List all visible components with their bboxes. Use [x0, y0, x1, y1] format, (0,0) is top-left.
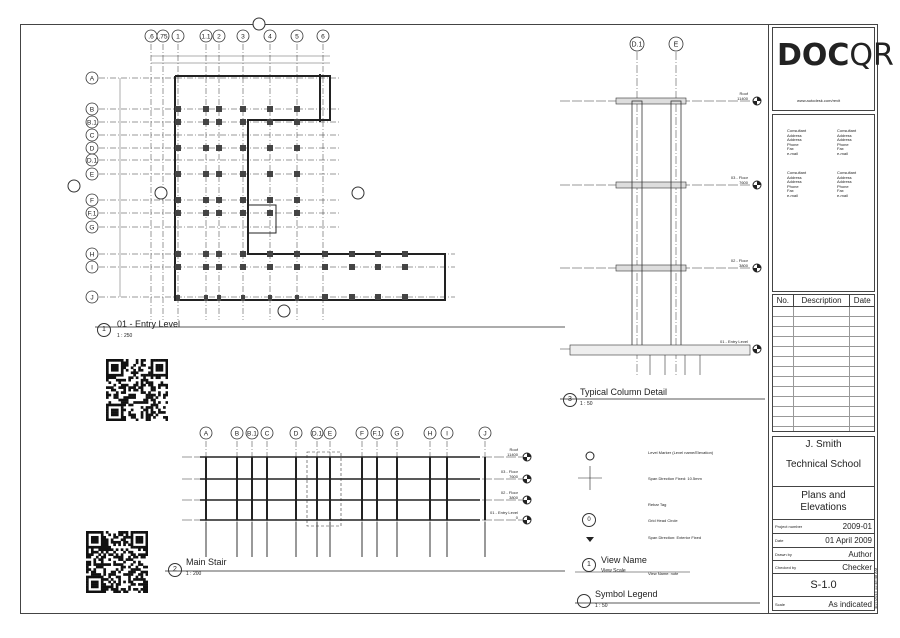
logo-box — [772, 27, 894, 111]
grid-label: G — [89, 224, 95, 232]
legend-view-scale-sample: View Scale — [601, 568, 626, 574]
revision-row — [773, 347, 874, 357]
column — [175, 119, 181, 125]
column — [240, 106, 246, 112]
grid-label: F.1 — [372, 430, 382, 438]
stair-core — [248, 205, 276, 233]
consultant-4 — [837, 171, 856, 199]
column — [267, 197, 273, 203]
column — [175, 106, 181, 112]
grid-label: D — [293, 430, 299, 438]
grid-label: E — [327, 430, 333, 438]
consultant-line: Address — [837, 179, 852, 185]
grid-label: F — [359, 430, 365, 438]
column — [294, 171, 300, 177]
column — [402, 264, 408, 270]
grid-label: D.1 — [86, 157, 98, 165]
column — [175, 264, 181, 270]
column — [268, 295, 272, 301]
column — [216, 210, 222, 216]
consultant-3 — [787, 171, 806, 199]
column — [322, 264, 328, 270]
revision-row — [773, 407, 874, 417]
column — [349, 264, 355, 270]
column — [240, 251, 246, 257]
consultant-line: Consultant — [837, 170, 857, 175]
revision-row — [773, 367, 874, 377]
grid-label: D — [89, 145, 95, 153]
docqr-logo: DOCQR — [777, 38, 894, 73]
grid-label: C — [89, 132, 95, 140]
grid-label: F.1 — [87, 210, 97, 218]
grid-label: F — [89, 197, 95, 205]
column — [217, 295, 221, 301]
rev-header-no: No. — [773, 295, 794, 306]
column — [240, 210, 246, 216]
date-label: Date — [775, 538, 784, 543]
consultant-line: Phone — [837, 183, 849, 189]
legend-item-rebar: Rebar Tag — [648, 502, 667, 507]
level-name: 03 - Floor — [730, 175, 748, 180]
level-name: 02 - Floor — [730, 258, 748, 263]
legend-grid-head-sample: 0 — [582, 513, 596, 527]
scale-label: Scale — [775, 601, 786, 607]
grid-label: J — [90, 294, 94, 302]
view-number-plan: 1 — [97, 323, 111, 337]
view-number-stair: 2 — [168, 563, 182, 577]
column — [402, 251, 408, 257]
column — [294, 251, 300, 257]
section-marker — [253, 18, 265, 30]
column — [295, 295, 299, 301]
grid-label: E — [673, 41, 679, 49]
consultant-line: Address — [837, 132, 852, 138]
column — [294, 210, 300, 216]
column — [216, 106, 222, 112]
legend-item-span-ext: Span Direction: Exterior Fixed — [648, 535, 702, 540]
consultant-line: e-mail — [787, 192, 798, 198]
rev-header-desc: Description — [794, 295, 851, 306]
column — [267, 145, 273, 151]
level-name: 02 - Floor — [500, 490, 518, 495]
grid-label: 2 — [217, 33, 221, 41]
revision-row — [773, 337, 874, 347]
consultant-line: Address — [837, 137, 852, 143]
grid-label: 1 — [176, 33, 180, 41]
checked-by-label: Checked by — [775, 564, 797, 570]
grid-label: B.1 — [247, 430, 257, 438]
consultant-line: Phone — [837, 141, 849, 147]
slab — [616, 265, 686, 271]
column — [203, 210, 209, 216]
column-detail — [560, 37, 765, 399]
column — [402, 294, 408, 300]
grid-label: B.1 — [87, 119, 97, 127]
level-elevation: 11400 — [737, 96, 748, 101]
project-number-label: Project number — [775, 524, 803, 529]
column — [322, 294, 328, 300]
legend-view-name-sample: View Name — [601, 555, 647, 565]
qr-code-bottom — [86, 531, 148, 593]
stair-elevation — [165, 427, 565, 571]
column — [294, 264, 300, 270]
scale-value: As indicated — [828, 599, 872, 609]
column — [175, 145, 181, 151]
view-title-legend: Symbol Legend — [595, 589, 658, 599]
revision-row — [773, 317, 874, 327]
consultant-line: Fax — [787, 146, 794, 152]
column — [175, 251, 181, 257]
grid-label: I — [91, 264, 93, 272]
consultant-line: Phone — [787, 141, 799, 147]
column — [267, 251, 273, 257]
grid-label: 4 — [268, 33, 272, 41]
column — [241, 295, 245, 301]
column — [204, 295, 208, 301]
grid-label: E — [89, 171, 95, 179]
level-name: 03 - Floor — [500, 469, 518, 474]
view-scale-legend: 1 : 50 — [595, 603, 608, 609]
level-name: 01 - Entry Level — [489, 510, 518, 515]
column — [240, 145, 246, 151]
legend-level-symbol — [586, 452, 594, 460]
foundation-slab — [570, 345, 750, 355]
column — [375, 294, 381, 300]
grid-label: I — [446, 430, 448, 438]
level-name: 01 - Entry Level — [719, 339, 748, 344]
revision-row — [773, 417, 874, 427]
grid-label: A — [89, 75, 95, 83]
column — [294, 106, 300, 112]
consultant-line: Fax — [787, 188, 794, 194]
column — [294, 197, 300, 203]
legend-item-span: Span Direction Fixed: 10.5mm — [648, 476, 702, 481]
column — [216, 197, 222, 203]
section-marker — [68, 180, 80, 192]
legend-view-note-sample: View Name: note — [648, 571, 679, 576]
consultants-box — [772, 114, 875, 292]
column — [267, 264, 273, 270]
view-title-plan: 01 - Entry Level — [117, 319, 181, 329]
view-number-legend — [577, 594, 591, 608]
column — [267, 119, 273, 125]
grid-label: D.1 — [311, 430, 323, 438]
column — [294, 145, 300, 151]
section-marker — [278, 305, 290, 317]
revision-row — [773, 387, 874, 397]
consultant-1 — [787, 129, 806, 157]
consultant-line: Address — [787, 174, 802, 180]
grid-label: .75 — [158, 33, 168, 41]
revision-row — [773, 377, 874, 387]
checked-by-value: Checker — [842, 562, 872, 572]
legend-item-gridhead: Grid Head Circle — [648, 518, 678, 523]
column — [240, 264, 246, 270]
view-scale-stair: 1 : 200 — [186, 571, 202, 577]
column — [216, 119, 222, 125]
logo-url: www.autodesk.com/revit — [797, 98, 841, 103]
column — [216, 264, 222, 270]
stair-callout — [307, 452, 341, 526]
view-title-stair: Main Stair — [186, 557, 227, 567]
grid-label: A — [203, 430, 209, 438]
grid-label: C — [264, 430, 270, 438]
column — [322, 251, 328, 257]
revision-row — [773, 327, 874, 337]
project-number-value: 2009-01 — [842, 522, 872, 531]
column — [203, 171, 209, 177]
grid-label: .6 — [148, 33, 154, 41]
column — [175, 171, 181, 177]
consultant-line: Address — [787, 132, 802, 138]
column — [294, 119, 300, 125]
consultant-line: e-mail — [837, 150, 848, 156]
grid-label: B — [234, 430, 240, 438]
consultant-line: Consultant — [837, 128, 857, 133]
column — [176, 295, 180, 301]
column — [267, 171, 273, 177]
column — [203, 145, 209, 151]
level-elevation: 7600 — [509, 474, 518, 479]
legend-item-level: Level Marker (Level name/Elevation) — [648, 450, 714, 455]
column — [375, 251, 381, 257]
grid-label: G — [394, 430, 400, 438]
legend-span-ext-symbol — [586, 537, 594, 542]
level-name: Roof — [739, 91, 748, 96]
column — [203, 197, 209, 203]
level-elevation: 7600 — [739, 180, 748, 185]
column — [240, 197, 246, 203]
level-elevation: 3800 — [739, 263, 748, 268]
column — [240, 171, 246, 177]
consultant-line: Address — [787, 179, 802, 185]
consultant-line: Fax — [837, 146, 844, 152]
grid-label: D.1 — [631, 41, 643, 49]
column — [203, 251, 209, 257]
grid-label: B — [89, 106, 95, 114]
view-scale-plan: 1 : 250 — [117, 333, 133, 339]
consultant-line: e-mail — [787, 150, 798, 156]
revision-table — [772, 294, 875, 432]
grid-label: J — [483, 430, 487, 438]
column — [175, 210, 181, 216]
sheet-name: Plans and Elevations — [773, 487, 874, 520]
consultant-2 — [837, 129, 856, 157]
revision-row — [773, 357, 874, 367]
column — [349, 294, 355, 300]
print-timestamp: 4/27/2015 11:48:48 AM — [873, 567, 878, 609]
column — [267, 210, 273, 216]
level-elevation: 11400 — [507, 452, 518, 457]
grid-label: 1.1 — [201, 33, 211, 41]
legend-view-number-sample: 1 — [582, 558, 596, 572]
section-marker — [155, 187, 167, 199]
level-elevation: 0 — [515, 515, 518, 520]
column — [203, 119, 209, 125]
column — [240, 119, 246, 125]
floor-plan — [68, 18, 565, 327]
column — [375, 264, 381, 270]
grid-label: 5 — [295, 33, 299, 41]
column — [203, 106, 209, 112]
revision-row — [773, 307, 874, 317]
consultant-line: Phone — [787, 183, 799, 189]
column — [216, 171, 222, 177]
column — [203, 264, 209, 270]
view-title-column: Typical Column Detail — [580, 387, 668, 397]
symbol-legend — [575, 452, 760, 603]
section-marker — [352, 187, 364, 199]
column — [175, 197, 181, 203]
drawn-by-label: Drawn by — [775, 551, 792, 557]
project-info — [772, 436, 875, 611]
consultant-line: Consultant — [787, 128, 807, 133]
revision-row — [773, 397, 874, 407]
level-elevation: 3800 — [509, 495, 518, 500]
sheet-number: S-1.0 — [773, 574, 874, 597]
revision-row — [773, 427, 874, 432]
column — [216, 145, 222, 151]
consultant-line: Consultant — [787, 170, 807, 175]
column — [349, 251, 355, 257]
date-value: 01 April 2009 — [825, 536, 872, 545]
consultant-line: Address — [837, 174, 852, 180]
level-name: Roof — [509, 447, 518, 452]
view-number-column: 3 — [563, 393, 577, 407]
title-block — [768, 24, 894, 614]
owner-name: J. Smith — [805, 439, 842, 450]
rev-header-date: Date — [853, 296, 871, 305]
grid-label: H — [427, 430, 433, 438]
grid-label: H — [89, 251, 95, 259]
view-scale-column: 1 : 50 — [580, 401, 593, 407]
drawn-by-value: Author — [848, 549, 872, 559]
consultant-line: Address — [787, 137, 802, 143]
consultant-line: e-mail — [837, 192, 848, 198]
slab — [616, 182, 686, 188]
qr-code-top — [106, 359, 168, 421]
column — [267, 106, 273, 112]
consultant-line: Fax — [837, 188, 844, 194]
project-name: Technical School — [773, 452, 874, 487]
grid-label: 6 — [321, 33, 325, 41]
column — [216, 251, 222, 257]
grid-label: 3 — [241, 33, 245, 41]
